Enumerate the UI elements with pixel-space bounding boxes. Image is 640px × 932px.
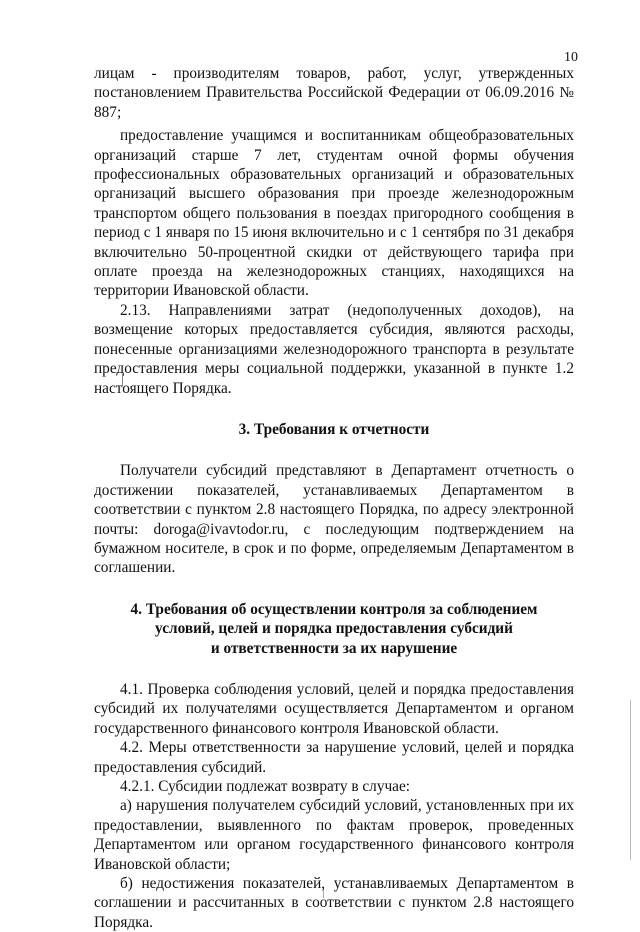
section-3-text: Получатели субсидий представляют в Департамент отчетность о достижении показателей, устанавливаемых Департаментом в соответствии с пунктом 2.8 настоящего Порядка, по адресу электронной почты: doroga@ivavtodor.ru, с последующим подтверждением на бумажном носителе, в срок и по форме, определяемым Департаментом в соглашении. bbox=[94, 462, 574, 577]
section-4-heading-line3: и ответственности за их нарушение bbox=[210, 639, 458, 657]
paragraph-2-13: 2.13. Направлениями затрат (недополученных доходов), на возмещение которых предоставляется субсидия, являются расходы, понесенные организациями железнодорожного транспорта в результате предоставления меры социальной поддержки, указанной в пункте 1.2 настоящего Порядка. bbox=[94, 301, 574, 397]
page-number: 10 bbox=[564, 50, 578, 65]
paragraph-4-1: 4.1. Проверка соблюдения условий, целей и порядка предоставления субсидий их получателями осуществляется Департаментом и органом государственного финансового контроля Ивановской области. bbox=[94, 680, 574, 737]
section-3-heading: 3. Требования к отчетности bbox=[238, 420, 430, 438]
paragraph-4-2-1-a: а) нарушения получателем субсидий условий, установленных при их предоставлении, выявленного по фактам проверок, проведенных Департаментом или органом государственного финансового контроля Ивановской области; bbox=[94, 797, 574, 873]
document-body bbox=[94, 64, 574, 932]
section-4-heading-line1: 4. Требования об осуществлении контроля за соблюдением bbox=[130, 600, 538, 618]
paragraph-student-discount: предоставление учащимся и воспитанникам общеобразовательных организаций старше 7 лет, студентам очной формы обучения профессиональных образовательных организаций и образовательных организаций высшего образования при проезде железнодорожным транспортом общего пользования в поездах пригородного сообщения в период с 1 января по 15 июня включительно и с 1 сентября по 31 декабря включительно 50-процентной скидки от действующего тарифа при оплате проезда на железнодорожных станциях, находящихся на территории Ивановской области. bbox=[94, 127, 574, 300]
paragraph-producers: лицам - производителям товаров, работ, услуг, утвержденных постановлением Правительства Российской Федерации от 06.09.2016 № 887; bbox=[94, 65, 574, 121]
paragraph-4-2: 4.2. Меры ответственности за нарушение условий, целей и порядка предоставления субсидий. bbox=[94, 739, 574, 776]
paragraph-4-2-1: 4.2.1. Субсидии подлежат возврату в случае: bbox=[120, 778, 410, 795]
paragraph-4-2-1-b: б) недостижения показателей, устанавливаемых Департаментом в соглашении и рассчитанных в соответствии с пунктом 2.8 настоящего Порядка. bbox=[94, 875, 574, 931]
section-4-heading-line2: условий, целей и порядка предоставления субсидий bbox=[155, 620, 513, 638]
scan-mark bbox=[630, 700, 631, 860]
